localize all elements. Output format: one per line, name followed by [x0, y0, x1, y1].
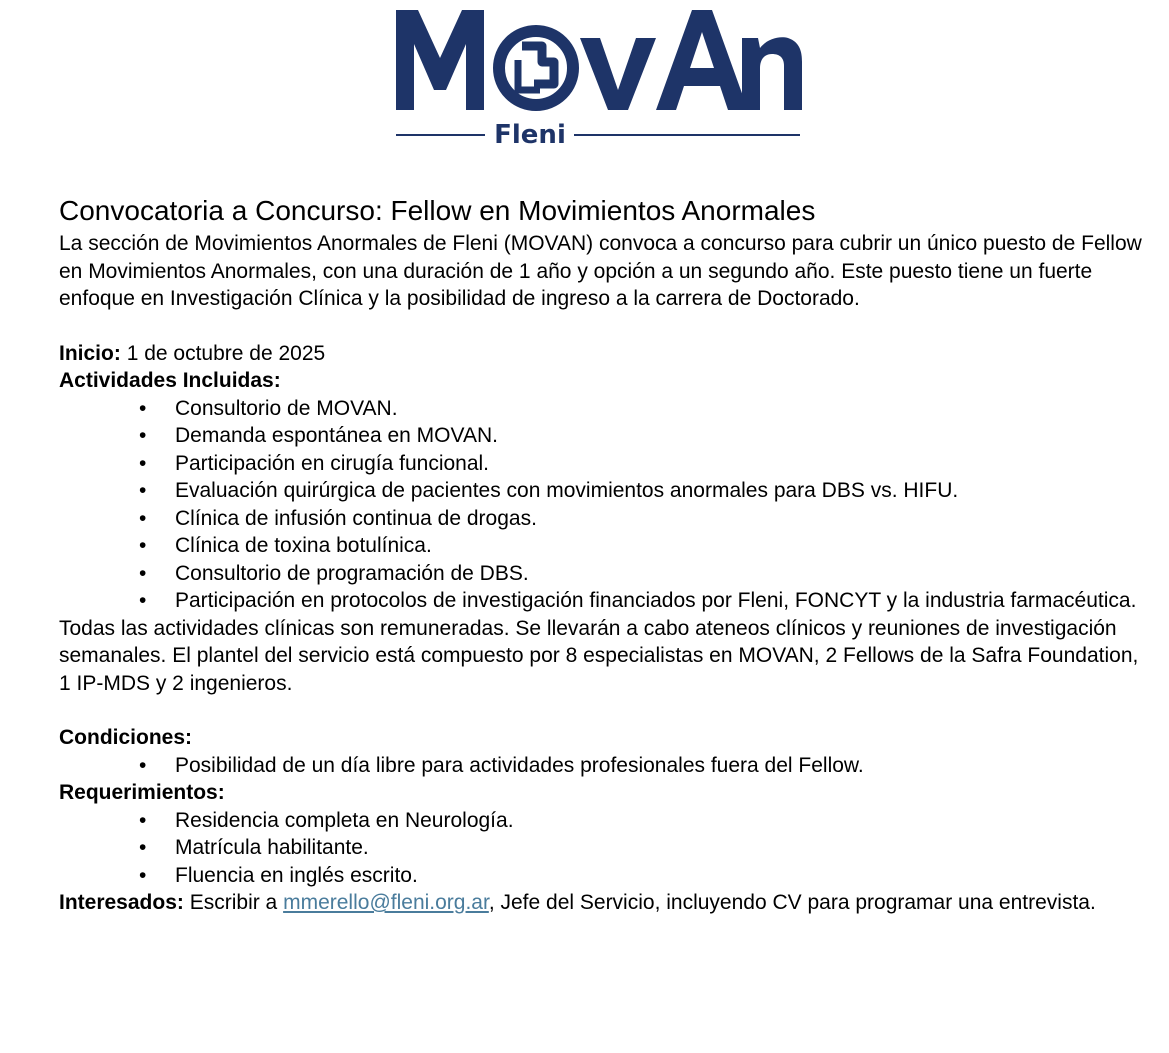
- list-item: • Matrícula habilitante.: [139, 836, 369, 859]
- inicio-label: Inicio:: [59, 341, 121, 365]
- page-title: Convocatoria a Concurso: Fellow en Movimientos Anormales: [59, 195, 816, 226]
- list-item: • Fluencia en inglés escrito.: [139, 863, 418, 887]
- condiciones-list: [59, 752, 1144, 780]
- list-item: • Residencia completa en Neurología.: [139, 808, 514, 832]
- list-item: • Clínica de infusión continua de drogas.: [139, 506, 537, 530]
- document-body: [59, 192, 1144, 917]
- list-item: • Participación en cirugía funcional.: [139, 451, 490, 475]
- interesados-line: Interesados: Escribir a mmerello@fleni.org.ar, Jefe del Servicio, incluyendo CV para programar una entrevista.: [59, 891, 1096, 914]
- list-item: • Clínica de toxina botulínica.: [139, 534, 432, 557]
- inicio-line: [59, 340, 1144, 368]
- list-item: • Demanda espontánea en MOVAN.: [139, 424, 498, 447]
- email-link[interactable]: mmerello@fleni.org.ar: [283, 891, 489, 914]
- actividades-note: Todas las actividades clínicas son remuneradas. Se llevarán a cabo ateneos clínicos y reuniones de investigación semanales. El plantel del servicio está compuesto por 8 especialistas en MOVAN, 2 Fellows de la Safra Foundation, 1 IP-MDS y 2 ingenieros.: [59, 616, 1139, 695]
- actividades-list: [59, 395, 1144, 615]
- interesados-label: Interesados:: [59, 891, 184, 914]
- list-item: • Consultorio de programación de DBS.: [139, 561, 529, 585]
- inicio-value: 1 de octubre de 2025: [126, 341, 326, 365]
- list-item: • Participación en protocolos de investigación financiados por Fleni, FONCYT y la industria farmacéutica.: [139, 589, 1137, 612]
- requerimientos-label: Requerimientos:: [59, 781, 225, 804]
- logo-subtitle: Fleni: [494, 120, 566, 150]
- intro-paragraph: La sección de Movimientos Anormales de Fleni (MOVAN) convoca a concurso para cubrir un único puesto de Fellow en Movimientos Anormales, con una duración de 1 año y opción a un segundo año. Este puesto tiene un fuerte enfoque en Investigación Clínica y la posibilidad de ingreso a la carrera de Doctorado.: [59, 232, 1142, 310]
- condiciones-label: Condiciones:: [59, 726, 193, 749]
- list-item: • Posibilidad de un día libre para actividades profesionales fuera del Fellow.: [139, 753, 864, 777]
- movan-fleni-logo: [390, 0, 810, 150]
- actividades-label: Actividades Incluidas:: [59, 369, 281, 392]
- list-item: • Consultorio de MOVAN.: [139, 396, 398, 420]
- requerimientos-list: [59, 807, 1144, 890]
- list-item: • Evaluación quirúrgica de pacientes con movimientos anormales para DBS vs. HIFU.: [139, 479, 959, 502]
